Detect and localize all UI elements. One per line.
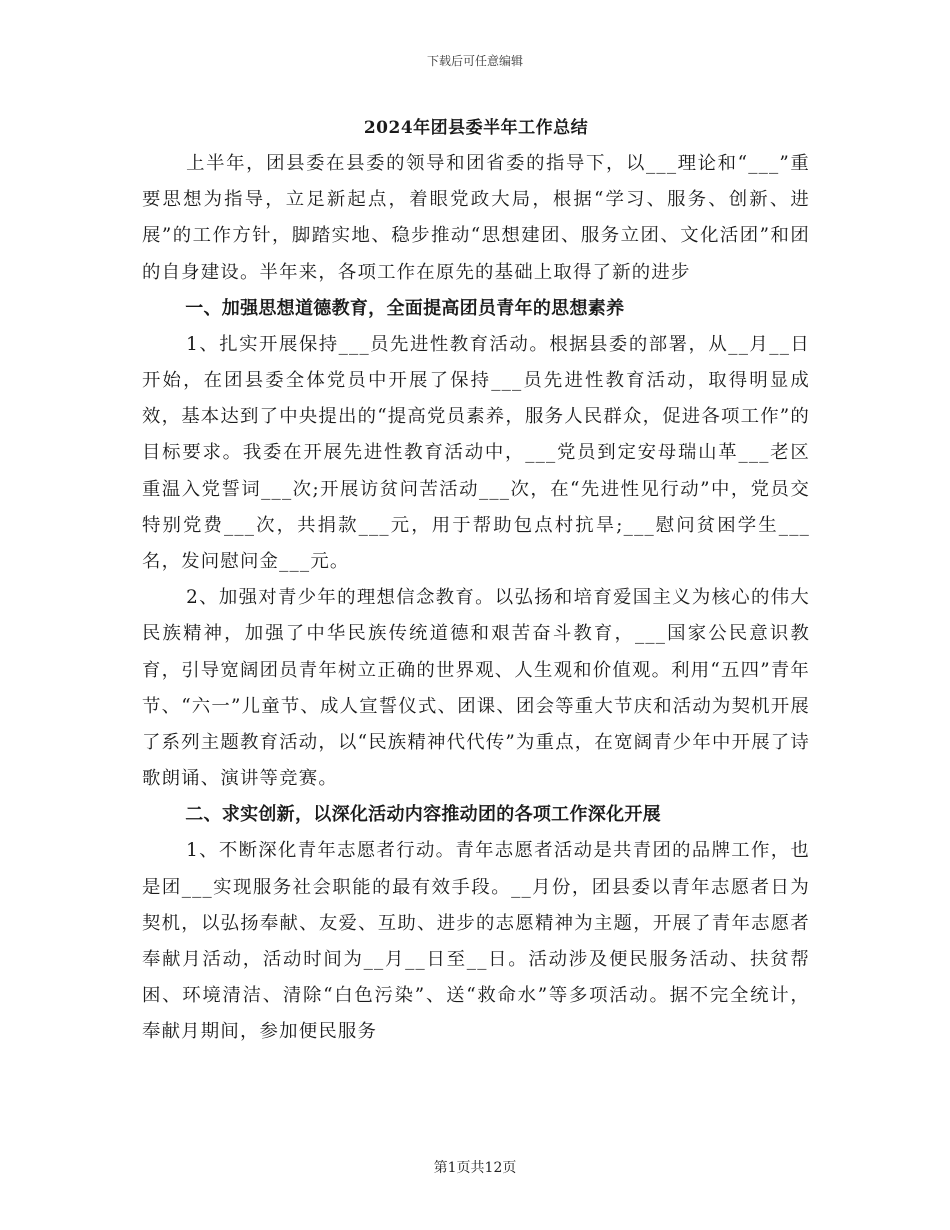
section-1-paragraph-2: 2、加强对青少年的理想信念教育。以弘扬和培育爱国主义为核心的伟大民族精神，加强了中华民族传统道德和艰苦奋斗教育，___国家公民意识教育，引导宽阔团员青年树立正确的世界观、人生观和价值观。利用“五四”青年节、“六一”儿童节、成人宣誓仪式、团课、团会等重大节庆和活动为契机开展了系列主题教育活动，以“民族精神代代传”为重点，在宽阔青少年中开展了诗歌朗诵、演讲等竞赛。 <box>142 587 810 790</box>
section-2-heading: 二、求实创新，以深化活动内容推动团的各项工作深化开展 <box>185 804 661 826</box>
document-body <box>142 110 810 1051</box>
section-2-paragraph-1: 1、不断深化青年志愿者行动。青年志愿者活动是共青团的品牌工作，也是团___实现服务社会职能的最有效手段。__月份，团县委以青年志愿者日为契机，以弘扬奉献、友爱、互助、进步的志愿精神为主题，开展了青年志愿者奉献月活动，活动时间为__月__日至__日。活动涉及便民服务活动、扶贫帮困、环境清洁、清除“白色污染”、送“救命水”等多项活动。据不完全统计，奉献月期间，参加便民服务 <box>142 840 810 1043</box>
intro-paragraph: 上半年，团县委在县委的领导和团省委的指导下，以___理论和“___”重要思想为指导，立足新起点，着眼党政大局，根据“学习、服务、创新、进展”的工作方针，脚踏实地、稳步推动“思想建团、服务立团、文化活团”和团的自身建设。半年来，各项工作在原先的基础上取得了新的进步 <box>142 153 810 283</box>
page-number-footer: 第1页共12页 <box>433 1160 517 1176</box>
document-title: 2024年团县委半年工作总结 <box>363 118 589 138</box>
section-1-paragraph-1: 1、扎实开展保持___员先进性教育活动。根据县委的部署，从__月__日开始，在团县委全体党员中开展了保持___员先进性教育活动，取得明显成效，基本达到了中央提出的“提高党员素养，服务人民群众，促进各项工作”的目标要求。我委在开展先进性教育活动中，___党员到定安母瑞山革___老区重温入党誓词___次;开展访贫问苦活动___次，在“先进性见行动”中，党员交特别党费___次，共捐款___元，用于帮助包点村抗旱;___慰问贫困学生___名，发问慰问金___元。 <box>142 333 810 573</box>
section-1-heading: 一、加强思想道德教育，全面提高团员青年的思想素养 <box>185 297 625 319</box>
page-header-note: 下载后可任意编辑 <box>426 54 523 68</box>
